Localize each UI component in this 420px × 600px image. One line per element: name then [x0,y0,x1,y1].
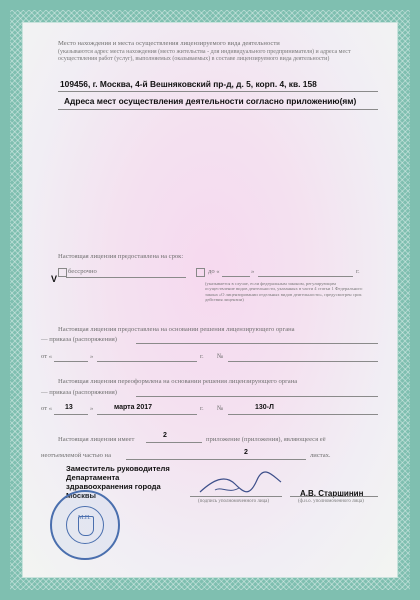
signer-name: А.В. Старшинин [300,489,364,498]
signer-position-line-3: здравоохранения города [66,482,161,491]
license-address: 109456, г. Москва, 4-й Вешняковский пр-д, д. 5, корп. 4, кв. 158 [60,79,317,89]
reissue-line1: Настоящая лицензия переоформлена на основании решения лицензирующего органа [58,378,298,385]
indefinite-label: бессрочно [68,268,97,275]
until-checkbox [196,268,205,277]
signer-position-line-1: Заместитель руководителя [66,464,170,473]
appendix-count-line [146,442,202,443]
reissue-line2-underline [136,396,378,397]
until-day-line [222,276,250,277]
address-underline [58,91,378,92]
basis-close: » [90,353,94,360]
reissue-close: » [90,405,94,412]
basis-line1: Настоящая лицензия предоставлена на основании решения лицензирующего органа [58,326,295,333]
seal-mp-label: М.П. [78,515,91,521]
reissue-line2: — приказа (распоряжения) [41,389,117,396]
check-mark: V [51,274,58,284]
basis-day-line [54,361,88,362]
reissue-month-year: марта 2017 [114,404,153,411]
signer-position-line-4: Москвы [66,491,97,500]
reissue-g: г. [200,405,204,412]
indefinite-checkbox [58,268,67,277]
places-text: Адреса мест осуществления деятельности согласно приложению(ям) [64,96,357,106]
places-underline [58,109,378,110]
appendix-sheets-line [126,459,306,460]
until-month-line [258,276,353,277]
name-caption: (ф.и.о. уполномоченного лица) [298,499,364,504]
appendix-sheets: 2 [244,449,248,456]
appendix-text2: приложение (приложения), являющееся её [206,436,326,443]
appendix-text3: неотъемлемой частью на [41,452,112,459]
appendix-text1: Настоящая лицензия имеет [58,436,135,443]
until-year-suffix: г. [356,268,360,275]
basis-no: № [217,353,224,360]
basis-number-line [228,361,378,362]
signature-line [190,496,282,497]
official-seal [50,490,120,560]
location-label: Место нахождения и места осуществления лицензируемого вида деятельности [58,40,280,47]
reissue-from: от « [41,405,53,412]
reissue-day-line [54,414,88,415]
basis-month-line [97,361,197,362]
basis-line2-underline [136,343,378,344]
reissue-number: 130-Л [255,404,274,411]
term-note: (указывается в случае, если федеральным законом, регулирующим осуществление видов деятельности, указанных в части 4 статьи 1 Федерального закона «О лицензировании отдельных видов деятельности», предусмотрен срок действия лицензии) [205,281,363,303]
basis-from: от « [41,353,53,360]
until-label: до « [208,268,220,275]
location-hint: (указываются адрес места нахождения (место жительства - для индивидуального предпринимателя) и адреса мест осуществления работ (услуг), выполняемых (оказываемых) в составе лицензируемого вида деятельности) [58,49,351,62]
term-label: Настоящая лицензия предоставлена на срок: [58,253,184,260]
basis-g: г. [200,353,204,360]
appendix-text4: листах. [310,452,331,459]
signer-position-line-2: Департамента [66,473,120,482]
until-quote-close: » [251,268,255,275]
basis-line2: — приказа (распоряжения) [41,336,117,343]
indefinite-underline [66,277,186,278]
signature-caption: (подпись уполномоченного лица) [198,499,270,504]
reissue-no: № [217,405,224,412]
reissue-number-line [228,414,378,415]
reissue-month-line [97,414,197,415]
name-line [290,496,378,497]
appendix-count: 2 [163,432,167,439]
reissue-day: 13 [65,404,73,411]
